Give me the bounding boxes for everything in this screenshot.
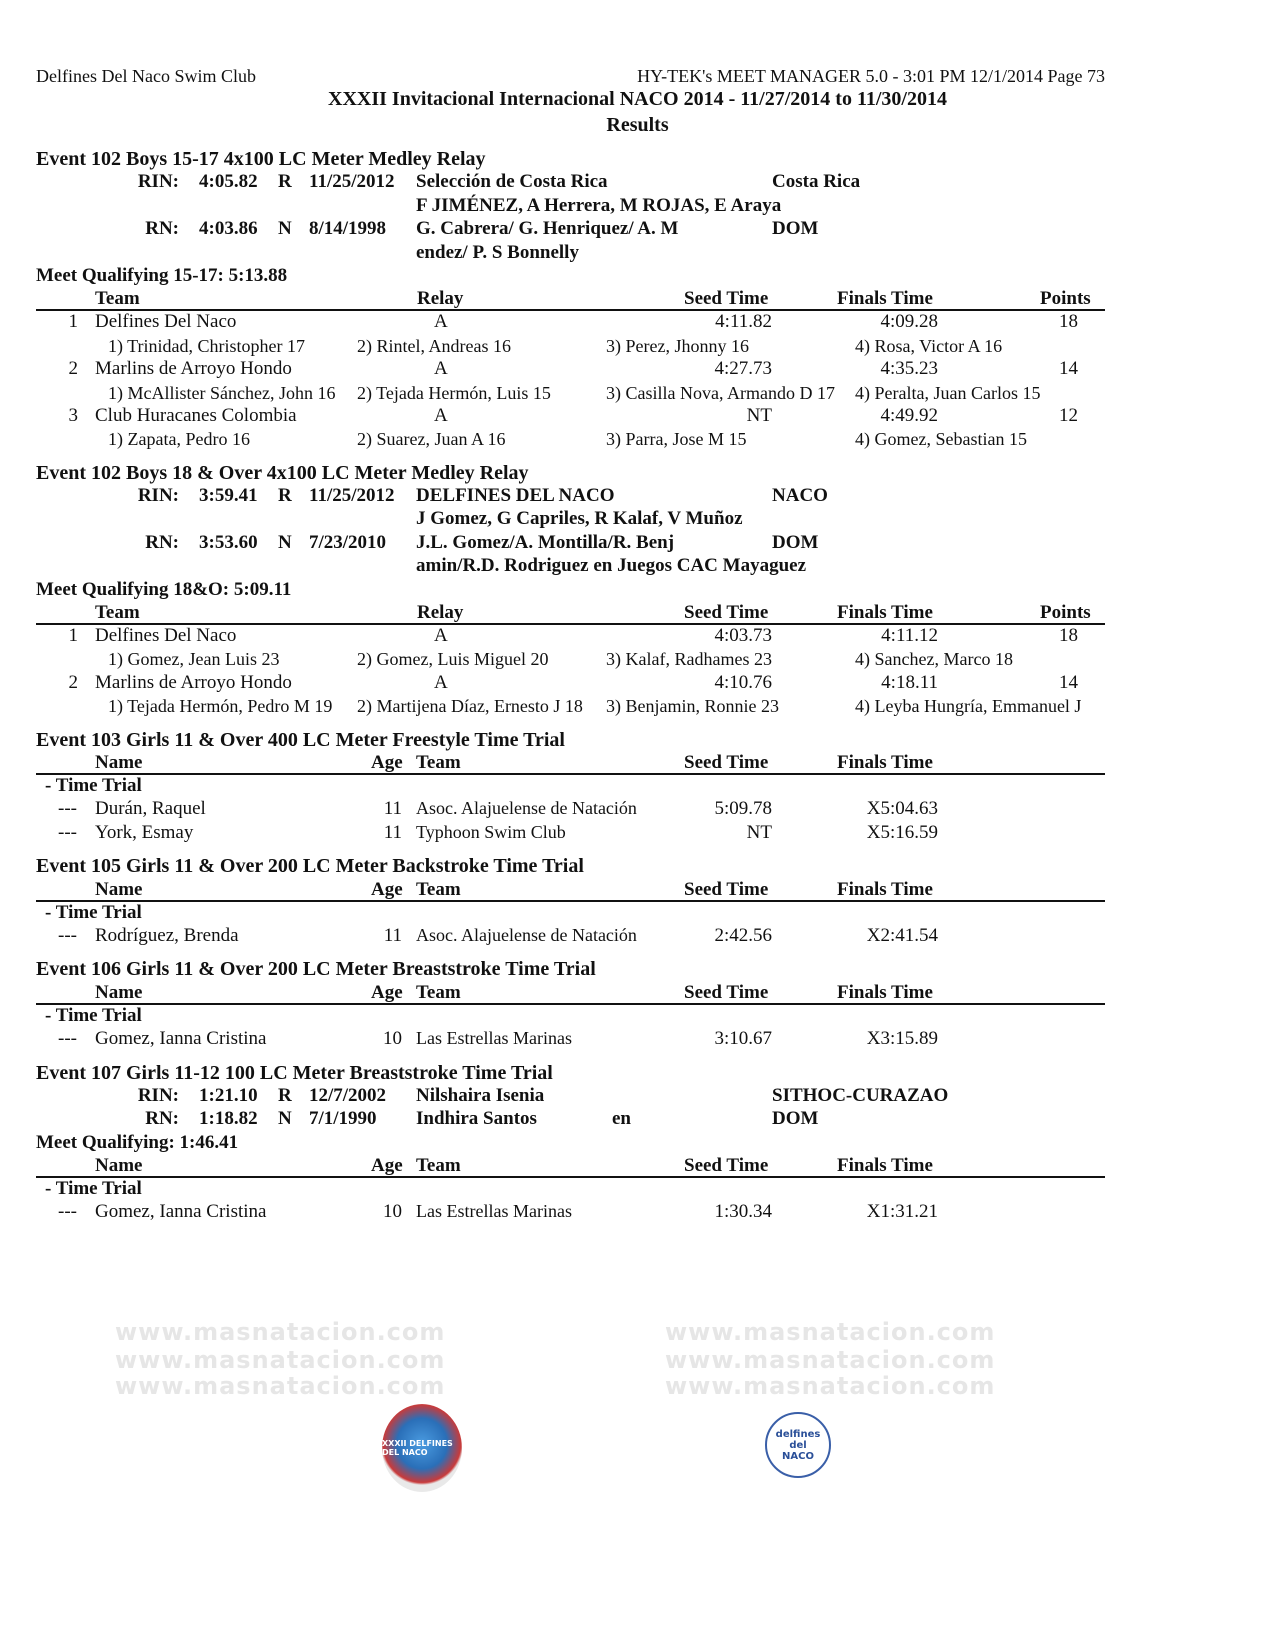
col-name: Name (95, 878, 143, 900)
result-row (0, 822, 1275, 845)
relay-swimmer: 4) Sanchez, Marco 18 (855, 649, 1013, 670)
event-title-text: Event 102 Boys 18 & Over 4x100 LC Meter Medley Relay (36, 461, 529, 484)
record-line (0, 555, 1275, 578)
relay-legs (0, 335, 1275, 358)
relay-swimmer: 2) Martijena Díaz, Ernesto J 18 (357, 696, 583, 717)
event-title-text: Event 102 Boys 15-17 4x100 LC Meter Medley Relay (36, 148, 486, 170)
team-name: Marlins de Arroyo Hondo (95, 358, 292, 380)
swimmer-name: York, Esmay (95, 821, 194, 843)
finals-time: 4:49.92 (880, 404, 938, 426)
result-row (0, 358, 1275, 381)
record-time: 4:05.82 (199, 171, 258, 193)
col-points: Points (1040, 288, 1091, 310)
club-logo (765, 1412, 831, 1478)
record-flag: R (278, 171, 292, 193)
relay-swimmer: 3) Casilla Nova, Armando D 17 (606, 382, 835, 403)
section-label-text: - Time Trial (45, 901, 142, 923)
col-finals: Finals Time (837, 1155, 933, 1177)
seed-time: 1:30.34 (714, 1201, 772, 1223)
col-finals: Finals Time (837, 981, 933, 1003)
record-time: 4:03.86 (199, 218, 258, 240)
result-row (0, 625, 1275, 648)
col-team: Team (95, 288, 140, 310)
col-name: Name (95, 1155, 143, 1177)
points: 18 (1059, 625, 1078, 647)
record-line (0, 485, 1275, 508)
place: 1 (68, 625, 78, 647)
meet-logo (382, 1404, 462, 1492)
column-header (36, 602, 1105, 625)
col-seed: Seed Time (684, 1155, 769, 1177)
watermark: www.masnatacion.com (115, 1372, 446, 1400)
col-relay: Relay (417, 602, 464, 624)
relay-swimmer: 1) Gomez, Jean Luis 23 (108, 649, 280, 670)
meet-qualifying-text: Meet Qualifying: 1:46.41 (36, 1131, 239, 1153)
event-title-text: Event 106 Girls 11 & Over 200 LC Meter Breaststroke Time Trial (36, 958, 596, 981)
team-name: Delfines Del Naco (95, 625, 237, 647)
meet-qualifying (0, 1132, 1275, 1155)
record-time: 1:21.10 (199, 1084, 258, 1106)
record-date: 12/7/2002 (309, 1084, 387, 1106)
watermark: www.masnatacion.com (665, 1346, 996, 1374)
seed-time: 2:42.56 (714, 924, 772, 946)
team-name: Typhoon Swim Club (416, 821, 566, 842)
age: 11 (383, 798, 402, 820)
event-title (0, 729, 1275, 752)
result-row (0, 925, 1275, 948)
place: --- (58, 924, 77, 946)
relay-swimmer: 3) Kalaf, Radhames 23 (606, 649, 772, 670)
record-extra: en (612, 1108, 631, 1130)
event-title-text: Event 107 Girls 11-12 100 LC Meter Breaststroke Time Trial (36, 1061, 553, 1084)
col-name: Name (95, 981, 143, 1003)
col-seed: Seed Time (684, 878, 769, 900)
record-line (0, 195, 1275, 218)
record-holder: DELFINES DEL NACO (416, 485, 615, 507)
place: 2 (68, 671, 78, 693)
relay-swimmer: 1) Zapata, Pedro 16 (108, 429, 250, 450)
seed-time: 4:03.73 (714, 625, 772, 647)
seed-time: 4:11.82 (715, 311, 772, 333)
record-flag: N (278, 1108, 292, 1130)
record-date: 7/23/2010 (309, 531, 387, 553)
finals-time: X5:16.59 (866, 821, 938, 843)
swimmer-name: Durán, Raquel (95, 798, 206, 820)
relay-swimmer: 2) Tejada Hermón, Luis 15 (357, 382, 551, 403)
col-team: Team (416, 751, 461, 773)
team-name: Marlins de Arroyo Hondo (95, 671, 292, 693)
record-time: 1:18.82 (199, 1108, 258, 1130)
results-document (0, 148, 1275, 1225)
relay-swimmer: 2) Suarez, Juan A 16 (357, 429, 506, 450)
col-team: Team (416, 981, 461, 1003)
section-label (0, 775, 1275, 798)
record-line (0, 508, 1275, 531)
record-flag: N (278, 531, 292, 553)
event-title (0, 958, 1275, 981)
finals-time: 4:11.12 (881, 625, 938, 647)
team-name: Club Huracanes Colombia (95, 404, 297, 426)
event-title (0, 462, 1275, 485)
club-logo-text: delfines del NACO (775, 1428, 821, 1462)
event-title (0, 855, 1275, 878)
meet-title: XXXII Invitacional Internacional NACO 2014 - 11/27/2014 to 11/30/2014 (328, 88, 947, 110)
record-date: 11/25/2012 (309, 171, 395, 193)
record-holder: J.L. Gomez/A. Montilla/R. Benj (416, 531, 675, 553)
col-age: Age (371, 981, 403, 1003)
column-header (36, 1155, 1105, 1178)
team-name: Las Estrellas Marinas (416, 1201, 572, 1222)
section-label-text: - Time Trial (45, 774, 142, 796)
place: 1 (68, 311, 78, 333)
relay-swimmer: 1) Trinidad, Christopher 17 (108, 335, 306, 356)
seed-time: 4:10.76 (714, 671, 772, 693)
relay-swimmer: 2) Rintel, Andreas 16 (357, 335, 511, 356)
col-seed: Seed Time (684, 288, 769, 310)
col-age: Age (371, 1155, 403, 1177)
team-name: Asoc. Alajuelense de Natación (416, 798, 637, 819)
meet-qualifying-text: Meet Qualifying 18&O: 5:09.11 (36, 578, 292, 600)
seed-time: 5:09.78 (714, 798, 772, 820)
seed-time: 4:27.73 (714, 358, 772, 380)
finals-time: X5:04.63 (866, 798, 938, 820)
col-team: Team (416, 878, 461, 900)
finals-time: X1:31.21 (866, 1201, 938, 1223)
event-title (0, 148, 1275, 171)
relay-letter: A (434, 358, 448, 380)
seed-time: NT (746, 404, 772, 426)
col-finals: Finals Time (837, 602, 933, 624)
column-header (36, 982, 1105, 1005)
relay-legs (0, 695, 1275, 718)
finals-time: 4:18.11 (881, 671, 938, 693)
col-team: Team (95, 602, 140, 624)
points: 12 (1059, 404, 1078, 426)
column-header (36, 879, 1105, 902)
record-team: NACO (772, 485, 828, 507)
record-line (0, 1085, 1275, 1108)
software-info: HY-TEK's MEET MANAGER 5.0 - 3:01 PM 12/1/2014 Page 73 (637, 66, 1105, 86)
record-flag: R (278, 1084, 292, 1106)
record-time: 3:59.41 (199, 485, 258, 507)
relay-swimmer: 1) Tejada Hermón, Pedro M 19 (108, 696, 333, 717)
relay-swimmer: 3) Perez, Jhonny 16 (606, 335, 749, 356)
record-holder: Selección de Costa Rica (416, 171, 608, 193)
col-seed: Seed Time (684, 602, 769, 624)
record-date: 7/1/1990 (309, 1108, 377, 1130)
relay-swimmer: 4) Peralta, Juan Carlos 15 (855, 382, 1041, 403)
section-label-text: - Time Trial (45, 1004, 142, 1026)
record-label: RIN: (137, 1084, 179, 1106)
record-label: RN: (145, 218, 179, 240)
section-label-text: - Time Trial (45, 1178, 142, 1200)
place: --- (58, 1028, 77, 1050)
record-holder: Indhira Santos (416, 1108, 537, 1130)
meet-qualifying-text: Meet Qualifying 15-17: 5:13.88 (36, 264, 288, 286)
watermark: www.masnatacion.com (665, 1318, 996, 1346)
relay-swimmer: 2) Gomez, Luis Miguel 20 (357, 649, 549, 670)
result-row (0, 1028, 1275, 1051)
col-seed: Seed Time (684, 751, 769, 773)
record-holder: Nilshaira Isenia (416, 1084, 545, 1106)
place: --- (58, 1201, 77, 1223)
relay-letter: A (434, 671, 448, 693)
record-date: 8/14/1998 (309, 218, 387, 240)
place: --- (58, 798, 77, 820)
col-points: Points (1040, 602, 1091, 624)
event-title-text: Event 103 Girls 11 & Over 400 LC Meter Freestyle Time Trial (36, 728, 565, 751)
relay-swimmer: 4) Gomez, Sebastian 15 (855, 429, 1027, 450)
age: 10 (383, 1201, 402, 1223)
relay-swimmer: 4) Rosa, Victor A 16 (855, 335, 1003, 356)
age: 10 (383, 1028, 402, 1050)
section-label (0, 1178, 1275, 1201)
finals-time: X3:15.89 (866, 1028, 938, 1050)
points: 18 (1059, 311, 1078, 333)
points: 14 (1059, 358, 1078, 380)
relay-legs (0, 428, 1275, 451)
record-holder: F JIMÉNEZ, A Herrera, M ROJAS, E Araya (416, 194, 782, 216)
seed-time: NT (746, 821, 772, 843)
col-age: Age (371, 878, 403, 900)
record-team: DOM (772, 218, 819, 240)
age: 11 (383, 821, 402, 843)
event-title-text: Event 105 Girls 11 & Over 200 LC Meter Backstroke Time Trial (36, 855, 584, 878)
age: 11 (383, 924, 402, 946)
record-team: SITHOC-CURAZAO (772, 1084, 949, 1106)
finals-time: X2:41.54 (866, 924, 938, 946)
column-header (36, 288, 1105, 311)
col-relay: Relay (417, 288, 464, 310)
relay-swimmer: 4) Leyba Hungría, Emmanuel J (855, 696, 1082, 717)
relay-letter: A (434, 404, 448, 426)
record-team: DOM (772, 531, 819, 553)
finals-time: 4:35.23 (880, 358, 938, 380)
relay-letter: A (434, 311, 448, 333)
record-holder: J Gomez, G Capriles, R Kalaf, V Muñoz (416, 508, 743, 530)
record-holder: G. Cabrera/ G. Henriquez/ A. M (416, 218, 679, 240)
record-holder: amin/R.D. Rodriguez en Juegos CAC Mayaguez (416, 555, 807, 577)
swimmer-name: Gomez, Ianna Cristina (95, 1201, 267, 1223)
swimmer-name: Gomez, Ianna Cristina (95, 1028, 267, 1050)
meet-qualifying (0, 265, 1275, 288)
watermark: www.masnatacion.com (115, 1318, 446, 1346)
column-header (36, 752, 1105, 775)
section-label (0, 1005, 1275, 1028)
record-label: RIN: (137, 171, 179, 193)
record-label: RIN: (137, 485, 179, 507)
col-name: Name (95, 751, 143, 773)
record-flag: R (278, 485, 292, 507)
record-date: 11/25/2012 (309, 485, 395, 507)
relay-swimmer: 3) Parra, Jose M 15 (606, 429, 747, 450)
relay-letter: A (434, 625, 448, 647)
meet-qualifying (0, 579, 1275, 602)
record-time: 3:53.60 (199, 531, 258, 553)
col-team: Team (416, 1155, 461, 1177)
relay-legs (0, 648, 1275, 671)
record-label: RN: (145, 531, 179, 553)
place: 2 (68, 358, 78, 380)
club-name: Delfines Del Naco Swim Club (36, 66, 256, 86)
team-name: Las Estrellas Marinas (416, 1028, 572, 1049)
watermark: www.masnatacion.com (665, 1372, 996, 1400)
event-title (0, 1062, 1275, 1085)
record-line (0, 242, 1275, 265)
result-row (0, 405, 1275, 428)
relay-swimmer: 3) Benjamin, Ronnie 23 (606, 696, 779, 717)
place: --- (58, 821, 77, 843)
swimmer-name: Rodríguez, Brenda (95, 924, 239, 946)
team-name: Delfines Del Naco (95, 311, 237, 333)
record-line (0, 218, 1275, 241)
col-seed: Seed Time (684, 981, 769, 1003)
record-team: Costa Rica (772, 171, 861, 193)
finals-time: 4:09.28 (880, 311, 938, 333)
col-finals: Finals Time (837, 878, 933, 900)
result-row (0, 672, 1275, 695)
meet-logo-text: XXXII DELFINES DEL NACO (382, 1439, 453, 1457)
results-subtitle: Results (606, 114, 669, 136)
team-name: Asoc. Alajuelense de Natación (416, 924, 637, 945)
record-flag: N (278, 218, 292, 240)
record-line (0, 532, 1275, 555)
relay-legs (0, 382, 1275, 405)
seed-time: 3:10.67 (714, 1028, 772, 1050)
relay-swimmer: 1) McAllister Sánchez, John 16 (108, 382, 336, 403)
col-age: Age (371, 751, 403, 773)
record-label: RN: (145, 1108, 179, 1130)
place: 3 (68, 404, 78, 426)
result-row (0, 798, 1275, 821)
watermark: www.masnatacion.com (115, 1346, 446, 1374)
col-finals: Finals Time (837, 751, 933, 773)
result-row (0, 1201, 1275, 1224)
record-line (0, 171, 1275, 194)
result-row (0, 311, 1275, 334)
section-label (0, 902, 1275, 925)
record-team: DOM (772, 1108, 819, 1130)
record-line (0, 1108, 1275, 1131)
record-holder: endez/ P. S Bonnelly (416, 241, 579, 263)
points: 14 (1059, 671, 1078, 693)
col-finals: Finals Time (837, 288, 933, 310)
